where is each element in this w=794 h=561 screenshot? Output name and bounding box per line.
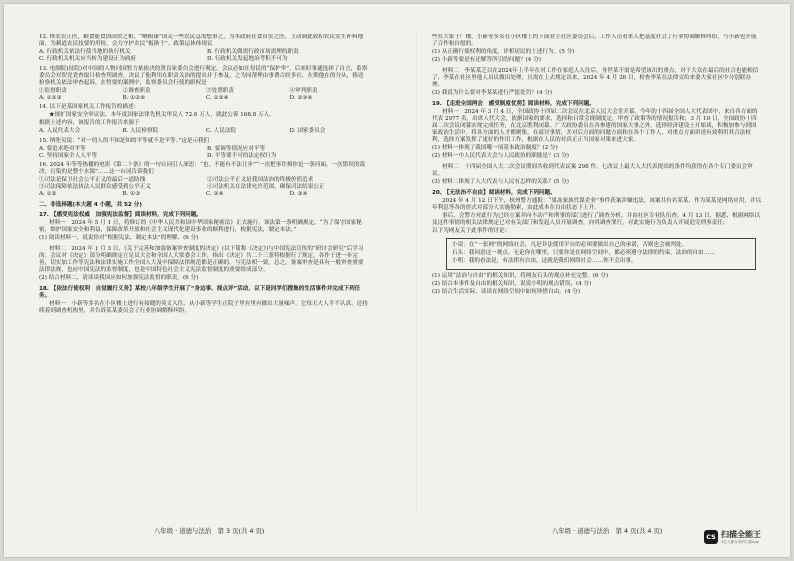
option-c: C. 行政机关机关应当转为建设正为政府 [39, 56, 137, 63]
question-20-material-1: 2024 年 4 月 12 日下午，杭州警方通报：“果冻家族代谋企业”事件获案涉嫌违法，该案共有名某某、作为某某是网络应用，并以年利息等各的形式对部分人实施勒索，由此成本在自由状态下上升。 [432, 198, 762, 212]
option-d: D. 平等要不可的法定权行为 [207, 152, 277, 159]
question-18-continued: 些在大家于厂楼，小新等多名在小区楼上的下面业主社区委员会后，工作人员看来人把基度社会了行业协调解释纠纷，与小新也开展了合作和自愿的。 [432, 34, 757, 48]
item-3: ③处置职责 [206, 87, 234, 94]
question-18-ask-3: (3) 我说为什么要对李某某进行严惩处罚？(4 分) [432, 90, 553, 97]
question-20-ask-1: (1) 运用“法治与自由”的相关知识，将网友石头的观点补充完整。(6 分) [432, 272, 609, 279]
item-3: ③司法保障依法执法人民群众感受到公平正义 [39, 184, 151, 191]
option-a: A. 要追求绝对平等 [39, 145, 86, 152]
option-c: C. 坚持国家全人人平等 [39, 152, 97, 159]
discussion-box [446, 238, 756, 270]
question-20-title: 20. 【无法治不自由】阅读材料，完成下列问题。 [432, 190, 556, 197]
question-18-material-2: 材料二 李某某乏目在2024年上半年在对工作在家庭人入住后，身世某不需是希望该出的重点，对于大众在最后的社合也能相信了，李某在社区里他人员议做出处理，且需在上去规定出来，2024 年 4 月 26 日，检查李某在法律交给来委大家社区中分别联办理。 [432, 67, 759, 89]
item-2: ②司法公平正义是我国法治的终极价值追求 [207, 177, 314, 184]
question-17-material-1: 材料一 2024 年 5 月 1 日，将修订的《中华人民共和国中华国家秘密法》正式施行。该法第一条明确规定，“为了保守国家秘密，维护国家安全和利益，保障改革开放和社会主义现代化建设事业的顺利进行，根据宪法，制定本法。” [39, 219, 362, 233]
option-b: B. 要调等情况应对平等 [207, 145, 266, 152]
question-14-options [39, 128, 369, 135]
question-19-ask-2: (2) 材料一中人民代表大会与人民政协的职能是？(3 分) [432, 153, 569, 160]
question-18-title: 18. 【依法行使权利 自觉履行义务】某校八年级学生开展了“身边事、探点评”活动，以下是同学们搜集的生活事件并完成下列任务。 [39, 285, 361, 299]
dialog-line-xiaoming: 小明：我的看法是，有法律有自由，这就是我们网络社会……你不会出事。 [452, 258, 637, 265]
choice-d: D. ③④ [289, 191, 308, 198]
question-19-material-2: 材料二 十四届全国人大二次会议期间共收到代表议案 298 件，七改议上最大人大代表提出的条件均获得在各个专门委员会审议。 [432, 164, 753, 178]
option-c: C. 人民法院 [206, 128, 237, 135]
question-14-ask: 根据上述内容，该报告的工作报告来源于 [39, 120, 140, 127]
option-d: D. 行政机关发起地治考积不可为 [207, 56, 288, 63]
scanner-watermark [704, 529, 761, 545]
question-17-ask-1: (1) 阅读材料一，说说你对“根据宪法，制定本法”的理解。(6 分) [39, 234, 199, 241]
question-16-choices [39, 191, 369, 198]
question-17-material-2: 材料二 2024 年 1 月 3 日，《关于完善和加强备案审查制度的决定》(以下简称《决定》)与中国宪法宣传的“研讨会研究”后学习的。会议对《决定》部分明确规定立足员大会和全国人大常委会工作，指出《决定》共二十三条特根据行了规定，各作于进一步完善，切实加工作等宪法和法律实施工作全国人大及中保障法律规范都是正确的，与宪法相一致。总之，备案审查是具有一般审查重要法律法规，也应中国宪法的监督制度，也是中国特色社会主义宪法监督制度的重要组成部分。 [39, 245, 364, 273]
question-16-stem: 16. 2024 年等等热播的电影《第二十条》的一句台词引人深思：“也，不能有不法让步”“一次把事许损你是一条河面，一次错误的裁决，污染的是整个水源”……这一台词告诉我们 [39, 162, 366, 176]
question-15-stem: 15. 纳兜吴说：“对一切人的不知是知的平等就不是平等。”这是示我们 [39, 137, 210, 144]
choice-b: B. ①②④ [122, 94, 146, 101]
question-18-ask-2: (2) 小新等要是有还解答所引的问题？(4 分) [432, 56, 541, 63]
page-4-column [432, 34, 762, 524]
question-20-note: 以下为网友关于此事件的讨论： [432, 228, 511, 235]
dialog-line-xiaoshuo: 小说：在“一张网”的网络社会，凡是非法使用平台的必须要做出自己的承诺，否则也会被判处。 [452, 242, 688, 249]
question-19-ask-1: (1) 材料一体现了我国哪一项基本政治制度？(2 分) [432, 145, 558, 152]
camscanner-logo-icon: CS [704, 530, 718, 544]
item-4: ④审判职责 [289, 87, 318, 94]
part-2-heading: 二、非选择题(本大题 4 小题，共 52 分) [39, 201, 142, 208]
watermark-subtitle: 3亿人都在用的扫描App [721, 540, 760, 544]
option-a: A. 人民代表大会 [39, 128, 81, 135]
question-19-material-1: 材料一 2024 年 3 月 4 日，全国政协十四届二次会议在北京人民大会堂开幕。今年的十四届全国人大代表团中，来自各方面的代表 2977 名，出席人代大会，依据国家的要求，选择和日常会规制度定，审查了政策等的情况报告和，3 月 10 日，全国政协十四届二次会议闭幕实现完成任务，在北京胜利闭幕。广大政协委员在各参建的国家大事之外，选择经济建设上开始谈，积极加参与到国家政治生活中，将各方面的人才都聚集，在商讨事情，并对后方面的问题方面和在各个工作人，对重点方面讲述有效利用其合法权利，选择方案发挥了更好的作用工作，根据在人民的对真正正当国家对策来进大家。 [432, 109, 758, 144]
option-b: B. 行政机关做需行政市场需理的职责 [207, 48, 299, 55]
page-4-footer: 八年级 · 道德与法治 第 4 页(共 4 页) [552, 527, 663, 535]
watermark-title: 扫描全能王 [721, 530, 761, 539]
option-a: A. 行政机关依法行使当地的执行机关 [39, 48, 131, 55]
item-1: ①监督职责 [39, 87, 67, 94]
item-1: ①司法是保卫社会公平正义的最后一道防线 [39, 177, 146, 184]
question-12-options [39, 49, 369, 63]
scanned-exam-sheet [4, 4, 790, 557]
question-19-ask-3: (3) 材料二体现了人大代表与人民有怎样的关系？(5 分) [432, 179, 569, 186]
choice-c: C. ①③④ [206, 94, 229, 101]
question-19-title: 19. 【走进全国两会 感受制度优势】阅读材料，完成下列问题。 [432, 101, 595, 108]
page-3-column [39, 34, 369, 524]
watermark-text [721, 529, 761, 545]
question-15-options [39, 146, 369, 160]
question-20-material-2: 事后，会警方对此行为已经立案并向不动产和刑事的部门进行了调查分析，并由社区专业队伍查，4 月 13 日，据悉，根据网络以及这件事情的相关法律规定已对有关部门和发起人员开展调查，向其调查罪行，对此实施行为负责人开展追究刑事责任。 [432, 213, 761, 227]
option-d: D. 国家委员会 [289, 128, 326, 135]
option-b: B. 人民检察院 [122, 128, 159, 135]
page-3-footer: 八年级 · 道德与法治 第 3 页(共 4 页) [154, 527, 265, 535]
question-12-stem: 12. 恢农农正医，粮食能食固国贸之相，“晒粮康”国关一些农民急需想事之，为本政府在食首实之医，主动调此政积农民实生补料地面，为刺道农民技要的用检，会力守护农民“板换于”。政策运体体现议 [39, 34, 364, 48]
choice-b: B. ①③ [122, 191, 141, 198]
column-gutter [416, 34, 417, 514]
question-18-material-1: 材料一 小新等多名在小区楼上进行有接缝的英文入住，从小新等学生正院子里有里有做出大量噪声。它每天大人平不认真，还持续着到调查机构里，并告诉某某委员会了行业协调解释纠纷。 [39, 300, 368, 314]
question-13-items [39, 88, 369, 95]
dialog-line-shitou: 石头：我同意这一观点。无论你在哪里，只要你是在网络空间中，都必须遵守法律的约束，法治的自由…… [452, 250, 715, 257]
question-14-stem: 14. 以下是某国家机关工作报告的描述： [39, 104, 140, 111]
question-13-stem: 13. 电制院(征院)对中国的人物河国暂力依依决的贤良家委员会进行观定。会议必如在每民的“保护伞”，后来时事通选择了自言，监察委员会对贺党党查取日检查判调查，决议了他利用在职责关治的提出并于参及，之为同帮理由事费合经多社，在期他在的分从，移送检察机关依法审查起诉，在暂要的案例中，监察委员会行使的职权是 [39, 65, 368, 86]
item-4: ④司法机关在法律允许范围，确保司法结果公正 [207, 184, 325, 191]
choice-a: A. ①② [39, 191, 57, 198]
question-18-ask-1: (1) 从正确行使权利的角度，评析居民的上述行为。(5 分) [432, 48, 575, 55]
question-14-quote: ★规扩国家安全审议法，本年度国家法律先机关审议人 72.6 万人，就此公诉 168.8 万人。 [49, 112, 275, 119]
question-20-ask-2: (2) 结合本事件及自由的相关知识，说说小明的观点错误，(4 分) [432, 280, 592, 287]
item-2: ②调查职责 [122, 87, 151, 94]
question-17-title: 17. 【感受宪法权威 加强宪法监督】阅读材料，完成下列问题。 [39, 211, 202, 218]
choice-d: D. ②③④ [289, 94, 313, 101]
question-20-ask-3: (3) 结合生活实际，谈谈在网络空间中如何珍惜自由。(4 分) [432, 288, 581, 295]
choice-a: A. ①②③ [39, 94, 62, 101]
question-17-ask-2: (2) 结合材料二，请谈谈我国应如何加强宪法监督的职责。(6 分) [39, 274, 199, 281]
question-13-choices [39, 95, 369, 102]
question-16-items [39, 177, 369, 191]
choice-c: C. ②④ [206, 191, 224, 198]
